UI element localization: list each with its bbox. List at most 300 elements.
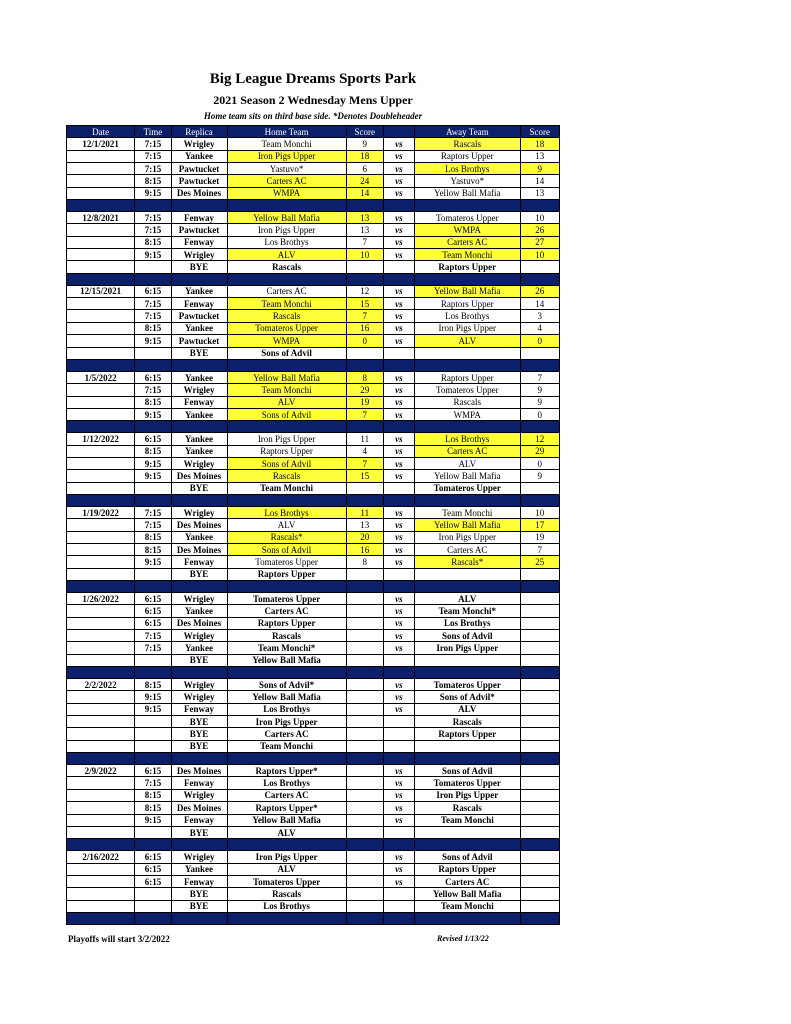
vs-cell: vs (383, 863, 414, 875)
away-score-cell: 7 (520, 543, 559, 555)
away-score-cell: 13 (520, 187, 559, 199)
away-score-cell (520, 605, 559, 617)
table-header-row (67, 126, 560, 138)
vs-cell: vs (383, 408, 414, 420)
home-score-cell: 10 (346, 249, 383, 261)
separator-cell (520, 494, 559, 506)
home-score-cell: 7 (346, 310, 383, 322)
replica-cell: Wrigley (171, 630, 227, 642)
table-row (67, 335, 560, 347)
date-cell (67, 150, 135, 162)
away-score-cell: 26 (520, 224, 559, 236)
separator-cell (171, 581, 227, 593)
home-team-cell: Los Brothys (227, 900, 346, 912)
week-separator-row (67, 200, 560, 212)
away-team-cell: ALV (414, 335, 520, 347)
replica-cell: Wrigley (171, 851, 227, 863)
separator-cell (383, 200, 414, 212)
date-cell (67, 888, 135, 900)
separator-cell (227, 581, 346, 593)
away-team-cell: Rascals (414, 396, 520, 408)
vs-cell: vs (383, 457, 414, 469)
vs-cell: vs (383, 249, 414, 261)
away-score-cell (520, 765, 559, 777)
time-cell: 7:15 (135, 630, 171, 642)
time-cell (135, 347, 171, 359)
away-team-cell: Tomateros Upper (414, 679, 520, 691)
home-team-cell: Sons of Advil (227, 408, 346, 420)
date-cell (67, 187, 135, 199)
away-score-cell (520, 261, 559, 273)
home-score-cell (346, 482, 383, 494)
table-row (67, 249, 560, 261)
date-cell (67, 543, 135, 555)
home-score-cell (346, 851, 383, 863)
separator-cell (346, 494, 383, 506)
date-cell (67, 163, 135, 175)
separator-cell (171, 359, 227, 371)
table-row (67, 175, 560, 187)
home-score-cell (346, 765, 383, 777)
time-cell: 8:15 (135, 543, 171, 555)
away-score-cell (520, 875, 559, 887)
vs-cell: vs (383, 335, 414, 347)
home-score-cell (346, 826, 383, 838)
separator-cell (135, 273, 171, 285)
vs-cell: vs (383, 556, 414, 568)
away-score-cell: 13 (520, 150, 559, 162)
time-cell: 6:15 (135, 617, 171, 629)
replica-cell: BYE (171, 654, 227, 666)
replica-cell: Wrigley (171, 691, 227, 703)
away-team-cell: Team Monchi (414, 900, 520, 912)
replica-cell: Pawtucket (171, 335, 227, 347)
home-score-cell: 15 (346, 298, 383, 310)
away-score-cell (520, 679, 559, 691)
home-team-cell: Tomateros Upper (227, 322, 346, 334)
replica-cell: BYE (171, 482, 227, 494)
away-team-cell: Tomateros Upper (414, 482, 520, 494)
vs-cell: vs (383, 679, 414, 691)
home-score-cell: 7 (346, 408, 383, 420)
vs-cell (383, 568, 414, 580)
separator-cell (520, 753, 559, 765)
time-cell: 9:15 (135, 703, 171, 715)
col-header-vs (383, 126, 414, 138)
replica-cell: Fenway (171, 777, 227, 789)
away-score-cell (520, 789, 559, 801)
table-row (67, 740, 560, 752)
time-cell (135, 740, 171, 752)
time-cell (135, 716, 171, 728)
away-score-cell: 9 (520, 396, 559, 408)
time-cell: 6:15 (135, 605, 171, 617)
time-cell: 6:15 (135, 851, 171, 863)
away-score-cell: 26 (520, 285, 559, 297)
home-team-cell: Rascals (227, 470, 346, 482)
away-score-cell: 0 (520, 457, 559, 469)
vs-cell: vs (383, 212, 414, 224)
replica-cell: Yankee (171, 863, 227, 875)
replica-cell: Pawtucket (171, 224, 227, 236)
replica-cell: Fenway (171, 703, 227, 715)
replica-cell: Yankee (171, 408, 227, 420)
vs-cell: vs (383, 384, 414, 396)
home-team-cell: Raptors Upper (227, 445, 346, 457)
col-header-date: Date (67, 126, 135, 138)
vs-cell: vs (383, 396, 414, 408)
replica-cell: BYE (171, 347, 227, 359)
vs-cell: vs (383, 875, 414, 887)
time-cell: 6:15 (135, 593, 171, 605)
footer-playoffs-note: Playoffs will start 3/2/2022 (68, 934, 170, 944)
time-cell: 7:15 (135, 212, 171, 224)
away-team-cell: Yellow Ball Mafia (414, 470, 520, 482)
home-score-cell (346, 605, 383, 617)
table-row (67, 384, 560, 396)
table-row (67, 187, 560, 199)
table-row (67, 224, 560, 236)
separator-cell (520, 581, 559, 593)
home-team-cell: Carters AC (227, 728, 346, 740)
away-team-cell: Rascals (414, 802, 520, 814)
home-score-cell (346, 802, 383, 814)
replica-cell: Des Moines (171, 543, 227, 555)
time-cell (135, 482, 171, 494)
vs-cell: vs (383, 802, 414, 814)
week-separator-row (67, 839, 560, 851)
replica-cell: Yankee (171, 605, 227, 617)
home-score-cell (346, 740, 383, 752)
separator-cell (135, 581, 171, 593)
separator-cell (346, 359, 383, 371)
away-score-cell (520, 654, 559, 666)
home-team-cell: Tomateros Upper (227, 556, 346, 568)
away-team-cell: Sons of Advil (414, 851, 520, 863)
away-team-cell: Los Brothys (414, 617, 520, 629)
replica-cell: Yankee (171, 150, 227, 162)
away-team-cell: Team Monchi (414, 249, 520, 261)
home-team-cell: Iron Pigs Upper (227, 433, 346, 445)
replica-cell: Wrigley (171, 506, 227, 518)
vs-cell: vs (383, 224, 414, 236)
home-score-cell (346, 691, 383, 703)
home-score-cell (346, 728, 383, 740)
away-score-cell: 19 (520, 531, 559, 543)
away-score-cell: 3 (520, 310, 559, 322)
time-cell: 8:15 (135, 679, 171, 691)
away-team-cell: Yastuvo* (414, 175, 520, 187)
replica-cell: Yankee (171, 322, 227, 334)
home-team-cell: Raptors Upper (227, 568, 346, 580)
date-cell: 2/2/2022 (67, 679, 135, 691)
time-cell: 9:15 (135, 814, 171, 826)
time-cell: 8:15 (135, 531, 171, 543)
home-team-cell: Los Brothys (227, 777, 346, 789)
replica-cell: BYE (171, 888, 227, 900)
date-cell (67, 642, 135, 654)
away-team-cell: Iron Pigs Upper (414, 789, 520, 801)
separator-cell (414, 912, 520, 924)
vs-cell: vs (383, 703, 414, 715)
replica-cell: Wrigley (171, 384, 227, 396)
away-team-cell: Yellow Ball Mafia (414, 519, 520, 531)
vs-cell (383, 740, 414, 752)
home-team-cell: Carters AC (227, 605, 346, 617)
separator-cell (227, 494, 346, 506)
away-team-cell: Tomateros Upper (414, 212, 520, 224)
time-cell: 8:15 (135, 236, 171, 248)
separator-cell (171, 839, 227, 851)
home-score-cell: 29 (346, 384, 383, 396)
replica-cell: Pawtucket (171, 175, 227, 187)
home-team-cell: Yellow Ball Mafia (227, 691, 346, 703)
separator-cell (227, 912, 346, 924)
table-row (67, 506, 560, 518)
footer-revised-note: Revised 1/13/22 (437, 934, 489, 943)
away-team-cell: WMPA (414, 224, 520, 236)
separator-cell (346, 753, 383, 765)
separator-cell (171, 667, 227, 679)
home-team-cell: Raptors Upper* (227, 765, 346, 777)
week-separator-row (67, 912, 560, 924)
away-team-cell: Yellow Ball Mafia (414, 187, 520, 199)
home-score-cell: 13 (346, 212, 383, 224)
replica-cell: Fenway (171, 875, 227, 887)
replica-cell: Fenway (171, 236, 227, 248)
home-team-cell: ALV (227, 249, 346, 261)
vs-cell: vs (383, 765, 414, 777)
away-team-cell: Team Monchi* (414, 605, 520, 617)
away-score-cell (520, 740, 559, 752)
home-team-cell: Team Monchi (227, 740, 346, 752)
table-row (67, 519, 560, 531)
table-row (67, 138, 560, 150)
away-score-cell: 25 (520, 556, 559, 568)
home-score-cell: 20 (346, 531, 383, 543)
home-score-cell: 7 (346, 457, 383, 469)
separator-cell (383, 839, 414, 851)
vs-cell: vs (383, 851, 414, 863)
time-cell: 7:15 (135, 777, 171, 789)
separator-cell (383, 421, 414, 433)
separator-cell (520, 421, 559, 433)
replica-cell: Pawtucket (171, 310, 227, 322)
separator-cell (67, 667, 135, 679)
vs-cell: vs (383, 519, 414, 531)
away-score-cell: 14 (520, 298, 559, 310)
home-score-cell (346, 630, 383, 642)
away-team-cell: ALV (414, 593, 520, 605)
separator-cell (520, 839, 559, 851)
date-cell (67, 261, 135, 273)
home-team-cell: Yellow Ball Mafia (227, 814, 346, 826)
home-score-cell: 24 (346, 175, 383, 187)
time-cell: 8:15 (135, 802, 171, 814)
home-score-cell: 4 (346, 445, 383, 457)
away-score-cell (520, 703, 559, 715)
vs-cell: vs (383, 777, 414, 789)
date-cell (67, 445, 135, 457)
away-team-cell: Iron Pigs Upper (414, 642, 520, 654)
away-team-cell: Team Monchi (414, 814, 520, 826)
vs-cell: vs (383, 691, 414, 703)
away-score-cell (520, 691, 559, 703)
table-row (67, 371, 560, 383)
separator-cell (383, 912, 414, 924)
home-team-cell: Iron Pigs Upper (227, 716, 346, 728)
separator-cell (414, 753, 520, 765)
table-row (67, 433, 560, 445)
replica-cell: BYE (171, 900, 227, 912)
time-cell (135, 826, 171, 838)
home-score-cell: 9 (346, 138, 383, 150)
home-score-cell (346, 863, 383, 875)
time-cell: 7:15 (135, 310, 171, 322)
vs-cell: vs (383, 310, 414, 322)
date-cell (67, 384, 135, 396)
table-row (67, 777, 560, 789)
table-row (67, 728, 560, 740)
away-team-cell: Sons of Advil* (414, 691, 520, 703)
date-cell: 2/16/2022 (67, 851, 135, 863)
date-cell: 2/9/2022 (67, 765, 135, 777)
replica-cell: Yankee (171, 433, 227, 445)
separator-cell (227, 421, 346, 433)
home-score-cell (346, 814, 383, 826)
away-score-cell: 9 (520, 470, 559, 482)
home-team-cell: Iron Pigs Upper (227, 224, 346, 236)
away-score-cell (520, 814, 559, 826)
time-cell: 9:15 (135, 470, 171, 482)
time-cell (135, 728, 171, 740)
away-score-cell: 9 (520, 384, 559, 396)
vs-cell: vs (383, 322, 414, 334)
time-cell: 7:15 (135, 642, 171, 654)
time-cell: 9:15 (135, 691, 171, 703)
separator-cell (414, 200, 520, 212)
date-cell: 12/8/2021 (67, 212, 135, 224)
week-separator-row (67, 421, 560, 433)
col-header-away-team: Away Team (414, 126, 520, 138)
time-cell: 9:15 (135, 408, 171, 420)
table-row (67, 556, 560, 568)
home-score-cell: 18 (346, 150, 383, 162)
page-subtitle: 2021 Season 2 Wednesday Mens Upper (213, 93, 413, 107)
away-score-cell (520, 630, 559, 642)
table-row (67, 482, 560, 494)
home-score-cell (346, 261, 383, 273)
time-cell: 7:15 (135, 506, 171, 518)
table-row (67, 347, 560, 359)
time-cell: 8:15 (135, 322, 171, 334)
away-team-cell: Tomateros Upper (414, 777, 520, 789)
replica-cell: Fenway (171, 298, 227, 310)
separator-cell (414, 581, 520, 593)
table-row (67, 630, 560, 642)
col-header-home-score: Score (346, 126, 383, 138)
separator-cell (135, 200, 171, 212)
col-header-replica: Replica (171, 126, 227, 138)
date-cell (67, 716, 135, 728)
separator-cell (135, 494, 171, 506)
col-header-away-score: Score (520, 126, 559, 138)
date-cell: 12/1/2021 (67, 138, 135, 150)
vs-cell (383, 900, 414, 912)
date-cell (67, 224, 135, 236)
separator-cell (227, 753, 346, 765)
home-score-cell: 19 (346, 396, 383, 408)
vs-cell: vs (383, 470, 414, 482)
home-score-cell: 8 (346, 556, 383, 568)
away-score-cell (520, 826, 559, 838)
vs-cell (383, 728, 414, 740)
away-score-cell (520, 617, 559, 629)
date-cell: 12/15/2021 (67, 285, 135, 297)
home-team-cell: ALV (227, 396, 346, 408)
date-cell (67, 347, 135, 359)
away-team-cell (414, 347, 520, 359)
away-score-cell (520, 851, 559, 863)
table-row (67, 445, 560, 457)
time-cell: 9:15 (135, 457, 171, 469)
vs-cell: vs (383, 642, 414, 654)
replica-cell: Des Moines (171, 519, 227, 531)
home-team-cell: Sons of Advil* (227, 679, 346, 691)
date-cell (67, 630, 135, 642)
date-cell (67, 470, 135, 482)
away-team-cell: Carters AC (414, 236, 520, 248)
week-separator-row (67, 667, 560, 679)
date-cell (67, 826, 135, 838)
away-team-cell: Raptors Upper (414, 298, 520, 310)
separator-cell (135, 839, 171, 851)
date-cell (67, 175, 135, 187)
home-score-cell (346, 679, 383, 691)
table-row (67, 310, 560, 322)
home-score-cell: 0 (346, 335, 383, 347)
separator-cell (227, 667, 346, 679)
home-score-cell: 13 (346, 224, 383, 236)
home-score-cell: 7 (346, 236, 383, 248)
home-team-cell: Sons of Advil (227, 347, 346, 359)
separator-cell (135, 421, 171, 433)
table-row (67, 617, 560, 629)
table-row (67, 236, 560, 248)
separator-cell (383, 667, 414, 679)
week-separator-row (67, 581, 560, 593)
table-row (67, 150, 560, 162)
table-row (67, 888, 560, 900)
date-cell (67, 728, 135, 740)
separator-cell (383, 359, 414, 371)
separator-cell (520, 200, 559, 212)
away-score-cell (520, 802, 559, 814)
time-cell: 6:15 (135, 875, 171, 887)
separator-cell (171, 753, 227, 765)
table-row (67, 457, 560, 469)
home-team-cell: Rascals* (227, 531, 346, 543)
home-score-cell (346, 703, 383, 715)
vs-cell (383, 347, 414, 359)
time-cell: 7:15 (135, 163, 171, 175)
away-team-cell (414, 568, 520, 580)
vs-cell (383, 716, 414, 728)
separator-cell (171, 912, 227, 924)
replica-cell: Wrigley (171, 249, 227, 261)
home-score-cell (346, 617, 383, 629)
time-cell: 7:15 (135, 138, 171, 150)
